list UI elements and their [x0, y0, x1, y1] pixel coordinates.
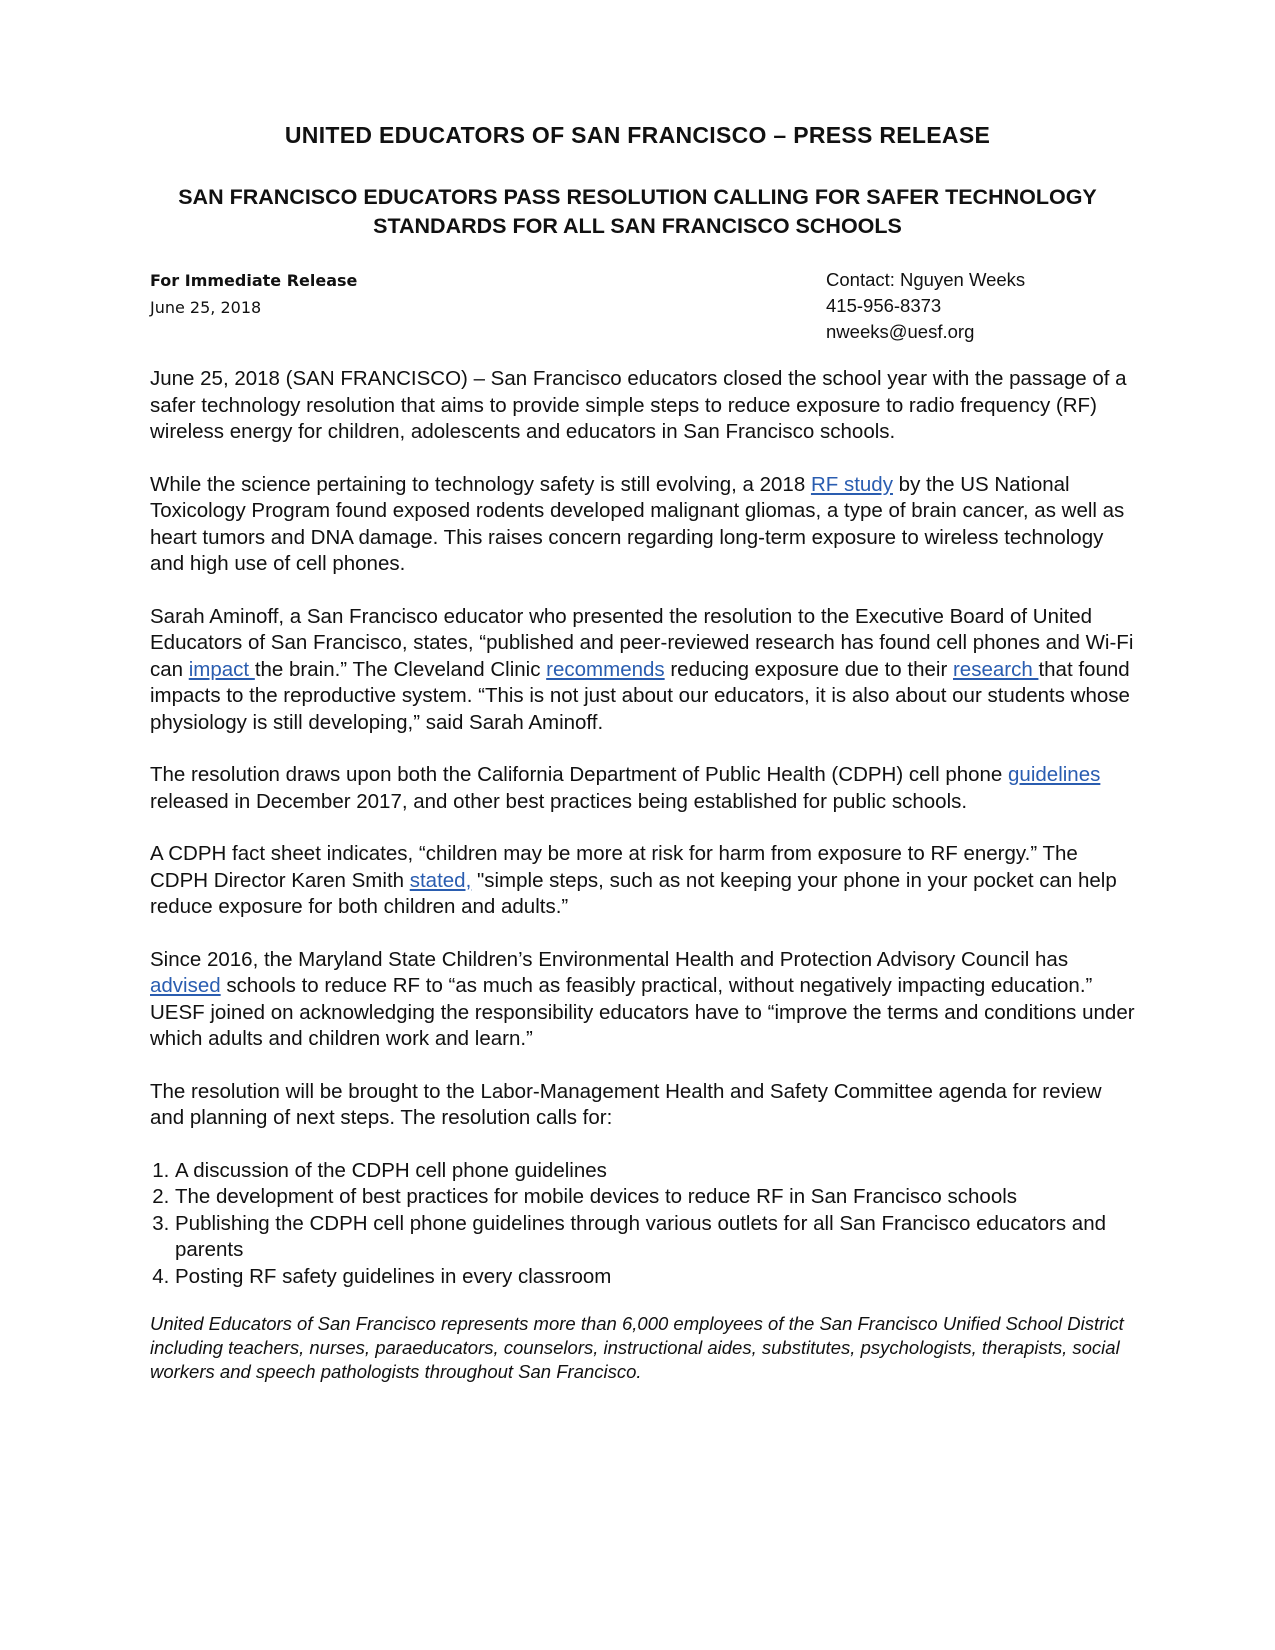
recommends-link[interactable]: recommends: [546, 657, 665, 681]
org-title: UNITED EDUCATORS OF SAN FRANCISCO – PRESS RELEASE: [284, 122, 991, 148]
list-item: 4. Posting RF safety guidelines in every classroom: [175, 1264, 1140, 1291]
research-link[interactable]: research: [952, 657, 1039, 681]
paragraph-cdph: [150, 762, 1140, 815]
list-item: 2. The development of best practices for mobile devices to reduce RF in San Francisco schools: [175, 1184, 1140, 1211]
advised-link[interactable]: advised: [150, 974, 221, 997]
contact-name: Contact: Nguyen Weeks: [826, 269, 1026, 290]
release-body: [150, 366, 1140, 1410]
paragraph-next-steps: The resolution will be brought to the Labor-Management Health and Safety Committee agenda for review and planning of next steps. The resolution calls for:: [150, 1079, 1102, 1129]
paragraph-text: released in December 2017, and other best practices being established for public schools.: [150, 789, 968, 813]
impact-link[interactable]: impact: [188, 657, 255, 681]
release-info: [150, 267, 357, 321]
paragraph-text: "simple steps, such as not keeping your phone in your pocket can help reduce exposure for both children and adults.”: [150, 868, 1117, 918]
stated-link[interactable]: stated,: [409, 868, 472, 892]
paragraph-text: Since 2016, the Maryland State Children’s Environmental Health and Protection Advisory Council has: [150, 947, 1069, 971]
paragraph-text: by the US National Toxicology Program found exposed rodents developed malignant gliomas, a type of brain cancer, as well as heart tumors and DNA damage. This raises concern regarding long-term exposure to wireless technology and high use of cell phones.: [150, 472, 1125, 575]
paragraph-maryland: [150, 947, 1140, 1053]
paragraph-text: that found impacts to the reproductive system. “This is not just about our educators, it is also about our students whose physiology is still developing,” said Sarah Aminoff.: [150, 657, 1130, 734]
rf-study-link[interactable]: RF study: [810, 472, 893, 496]
paragraph-text: schools to reduce RF to “as much as feasibly practical, without negatively impacting education.” UESF joined on acknowledging the responsibility educators have to “improve the terms and conditions under which adults and children work and learn.”: [150, 974, 1135, 1050]
release-label: For Immediate Release: [150, 271, 358, 290]
contact-email: nweeks@uesf.org: [826, 321, 975, 342]
resolution-list: [150, 1158, 1140, 1291]
headline: SAN FRANCISCO EDUCATORS PASS RESOLUTION CALLING FOR SAFER TECHNOLOGY STANDARDS FOR ALL SAN FRANCISCO SCHOOLS: [178, 185, 1097, 238]
paragraph-fact-sheet: [150, 841, 1140, 921]
contact-info: [826, 267, 1025, 345]
paragraph-text: Sarah Aminoff, a San Francisco educator who presented the resolution to the Executive Board of United Educators of San Francisco, states, “published and peer-reviewed research has found cell phones and Wi-Fi can: [150, 604, 1134, 681]
paragraph-intro: June 25, 2018 (SAN FRANCISCO) – San Francisco educators closed the school year with the passage of a safer technology resolution that aims to provide simple steps to reduce exposure to radio frequency (RF) wireless energy for children, adolescents and educators in San Francisco schools.: [150, 367, 1127, 443]
paragraph-text: A CDPH fact sheet indicates, “children may be more at risk for harm from exposure to RF energy.” The CDPH Director Karen Smith: [150, 842, 1078, 892]
paragraph-text: While the science pertaining to technology safety is still evolving, a 2018: [150, 472, 811, 496]
release-date: June 25, 2018: [150, 298, 262, 317]
guidelines-link[interactable]: guidelines: [1008, 763, 1101, 786]
paragraph-science: [150, 472, 1140, 578]
paragraph-text: The resolution draws upon both the California Department of Public Health (CDPH) cell phone: [150, 763, 1009, 786]
about-uesf: United Educators of San Francisco represents more than 6,000 employees of the San Francisco Unified School District including teachers, nurses, paraeducators, counselors, instructional aides, substitutes, psychologists, therapists, social workers and speech pathologists throughout San Francisco.: [150, 1313, 1124, 1382]
paragraph-text: reducing exposure due to their: [664, 657, 953, 681]
paragraph-quote: [150, 604, 1140, 737]
contact-phone: 415-956-8373: [826, 295, 942, 316]
paragraph-text: the brain.” The Cleveland Clinic: [254, 657, 547, 681]
list-item: 3. Publishing the CDPH cell phone guidelines through various outlets for all San Francisco educators and parents: [175, 1211, 1140, 1264]
list-item: 1. A discussion of the CDPH cell phone guidelines: [175, 1158, 1140, 1185]
